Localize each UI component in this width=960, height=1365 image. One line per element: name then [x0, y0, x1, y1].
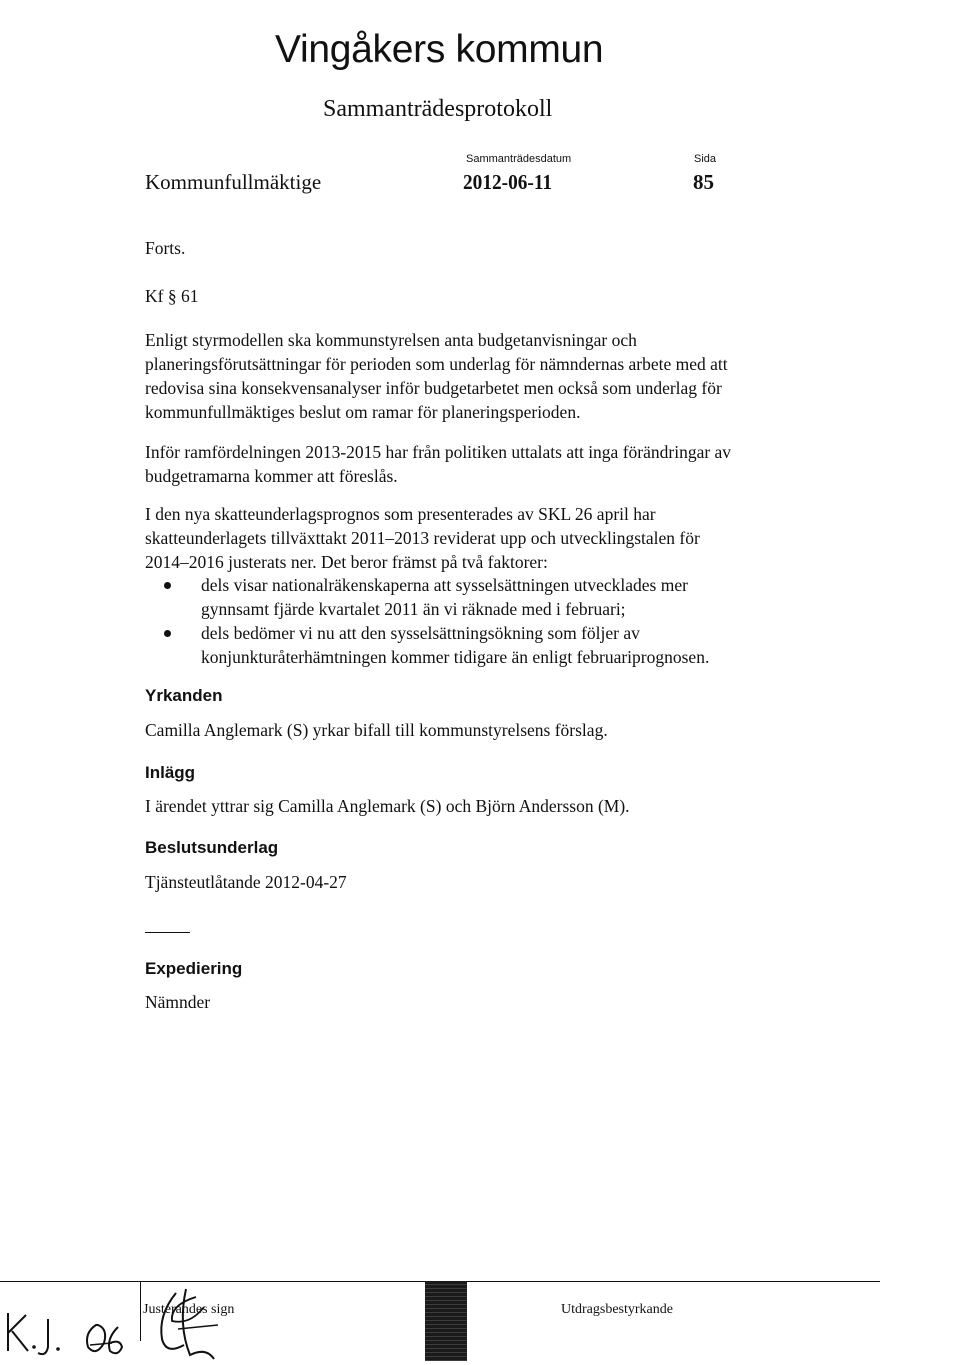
inlagg-heading: Inlägg [145, 763, 196, 782]
yrkanden-heading: Yrkanden [145, 686, 223, 705]
organization-title: Vingåkers kommun [275, 28, 604, 71]
meeting-date: 2012-06-11 [463, 170, 553, 194]
list-item: dels bedömer vi nu att den sysselsättningsökning som följer av konjunkturåterhämtningen kommer tidigare än enligt februariprognosen. [145, 621, 745, 669]
inlagg-text: I ärendet yttrar sig Camilla Anglemark (S) och Björn Andersson (M). [145, 796, 630, 816]
expediering-heading: Expediering [145, 959, 243, 978]
body-name: Kommunfullmäktige [145, 170, 322, 194]
paragraph-2: Inför ramfördelningen 2013-2015 har från politiken uttalats att inga förändringar av budgetramarna kommer att föreslås. [145, 442, 732, 486]
section-number: Kf § 61 [145, 286, 199, 306]
date-label: Sammanträdesdatum [466, 153, 572, 165]
separator-rule [145, 932, 190, 933]
handwritten-signature [0, 1285, 260, 1365]
beslutsunderlag-text: Tjänsteutlåtande 2012-04-27 [145, 872, 347, 892]
expediering-text: Nämnder [145, 992, 211, 1012]
page-number: 85 [693, 170, 714, 194]
justerandes-sign-label: Justerandes sign [143, 1302, 235, 1317]
page-label: Sida [694, 153, 717, 165]
paragraph-3: I den nya skatteunderlagsprognos som presenterades av SKL 26 april har skatteunderlagets tillväxttakt 2011–2013 reviderat upp och utvecklingstalen för 2014–2016 justerats ner. Det beror främst på två faktorer: [145, 504, 700, 572]
stamp-block [425, 1281, 467, 1361]
factor-list [145, 573, 745, 669]
document-type: Sammanträdesprotokoll [323, 96, 553, 122]
utdragsbestyrkande-label: Utdragsbestyrkande [561, 1302, 673, 1317]
yrkanden-text: Camilla Anglemark (S) yrkar bifall till kommunstyrelsens förslag. [145, 720, 608, 740]
paragraph-1: Enligt styrmodellen ska kommunstyrelsen anta budgetanvisningar och planeringsförutsättningar för perioden som underlag för nämndernas arbete med att redovisa sina konsekvensanalyser inför budgetarbetet men också som underlag för kommunfullmäktiges beslut om ramar för planeringsperioden. [145, 330, 728, 422]
beslutsunderlag-heading: Beslutsunderlag [145, 838, 279, 857]
continued-label: Forts. [145, 238, 186, 258]
list-item: dels visar nationalräkenskaperna att sysselsättningen utvecklades mer gynnsamt fjärde kvartalet 2011 än vi räknade med i februari; [145, 573, 745, 621]
